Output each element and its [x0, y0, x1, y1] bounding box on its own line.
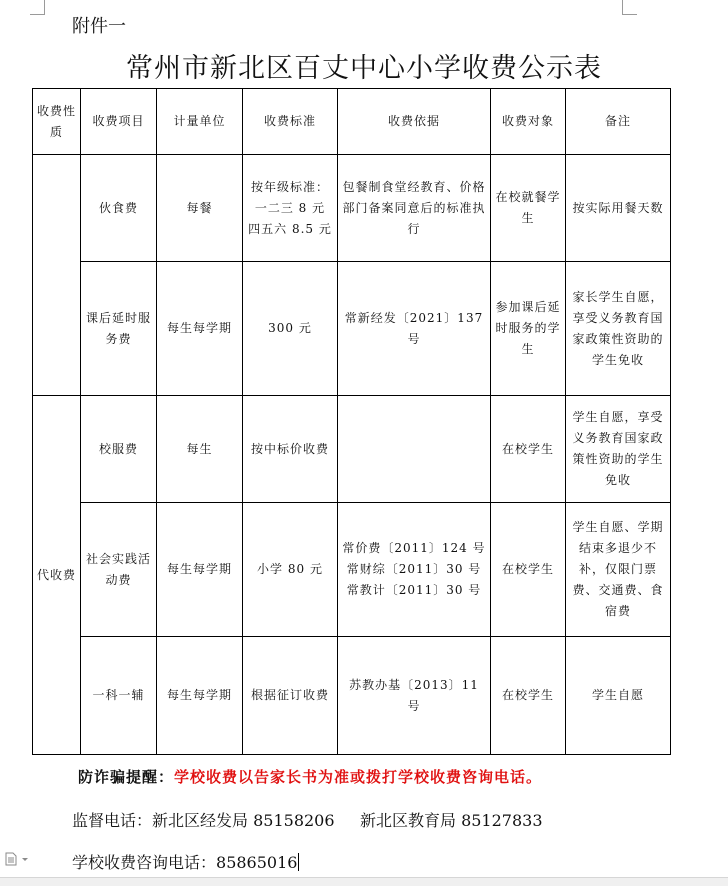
consult-number: 85865016	[216, 853, 298, 872]
standard-cell: 按年级标准：一二三 8 元 四五六 8.5 元	[243, 155, 338, 262]
target-cell: 在校就餐学生	[491, 155, 566, 262]
target-cell: 参加课后延时服务的学生	[491, 262, 566, 396]
column-header: 备注	[566, 89, 671, 155]
fee-item-cell: 课后延时服务费	[81, 262, 157, 396]
dropdown-arrow-icon	[22, 858, 28, 861]
fee-item-cell: 伙食费	[81, 155, 157, 262]
column-header: 收费依据	[338, 89, 491, 155]
fraud-warning	[78, 766, 542, 787]
supervision-phones	[72, 808, 543, 831]
unit-cell: 每生	[157, 396, 243, 503]
fee-item-cell: 一科一辅	[81, 637, 157, 755]
standard-cell: 根据征订收费	[243, 637, 338, 755]
fee-table	[32, 88, 671, 755]
supervision-dev-bureau: 新北区经发局 85158206	[152, 811, 335, 830]
supervision-edu-bureau: 新北区教育局 85127833	[359, 811, 543, 830]
document-icon	[6, 853, 16, 865]
unit-cell: 每生每学期	[157, 637, 243, 755]
page-corner-mark-right	[622, 0, 637, 15]
column-header: 收费对象	[491, 89, 566, 155]
page-corner-mark-left	[30, 0, 45, 15]
fraud-warning-text: 学校收费以告家长书为准或拨打学校收费咨询电话。	[174, 768, 543, 786]
table-row	[33, 503, 671, 637]
fee-item-cell: 校服费	[81, 396, 157, 503]
supervision-label: 监督电话：	[72, 811, 153, 830]
basis-cell: 苏教办基〔2013〕11 号	[338, 637, 491, 755]
basis-cell	[338, 396, 491, 503]
column-header: 计量单位	[157, 89, 243, 155]
standard-cell: 小学 80 元	[243, 503, 338, 637]
note-cell: 学生自愿、学期结束多退少不补，仅限门票费、交通费、食宿费	[566, 503, 671, 637]
note-cell: 学生自愿	[566, 637, 671, 755]
table-row	[33, 155, 671, 262]
basis-cell: 常价费〔2011〕124 号 常财综〔2011〕30 号 常教计〔2011〕30 号	[338, 503, 491, 637]
page-title: 常州市新北区百丈中心小学收费公示表	[126, 53, 602, 84]
fee-item-cell: 社会实践活动费	[81, 503, 157, 637]
unit-cell: 每生每学期	[157, 503, 243, 637]
target-cell: 在校学生	[491, 396, 566, 503]
basis-cell: 包餐制食堂经教育、价格部门备案同意后的标准执行	[338, 155, 491, 262]
note-cell: 家长学生自愿，享受义务教育国家政策性资助的学生免收	[566, 262, 671, 396]
standard-cell: 按中标价收费	[243, 396, 338, 503]
paste-options-icon[interactable]	[4, 852, 34, 866]
note-cell: 学生自愿，享受义务教育国家政策性资助的学生免收	[566, 396, 671, 503]
standard-cell: 300 元	[243, 262, 338, 396]
table-row	[33, 396, 671, 503]
unit-cell: 每餐	[157, 155, 243, 262]
target-cell: 在校学生	[491, 637, 566, 755]
text-cursor	[298, 853, 299, 871]
table-row	[33, 262, 671, 396]
attachment-label: 附件一	[72, 16, 126, 37]
fee-type-cell: 代收费	[33, 396, 81, 755]
table-header-row	[33, 89, 671, 155]
target-cell: 在校学生	[491, 503, 566, 637]
column-header: 收费标准	[243, 89, 338, 155]
table-row	[33, 637, 671, 755]
fee-type-cell-empty	[33, 155, 81, 396]
column-header: 收费性质	[33, 89, 81, 155]
fraud-warning-label: 防诈骗提醒：	[78, 768, 175, 786]
consult-phone[interactable]	[72, 850, 299, 873]
unit-cell: 每生每学期	[157, 262, 243, 396]
consult-label: 学校收费咨询电话：	[72, 853, 217, 872]
basis-cell: 常新经发〔2021〕137 号	[338, 262, 491, 396]
column-header: 收费项目	[81, 89, 157, 155]
note-cell: 按实际用餐天数	[566, 155, 671, 262]
